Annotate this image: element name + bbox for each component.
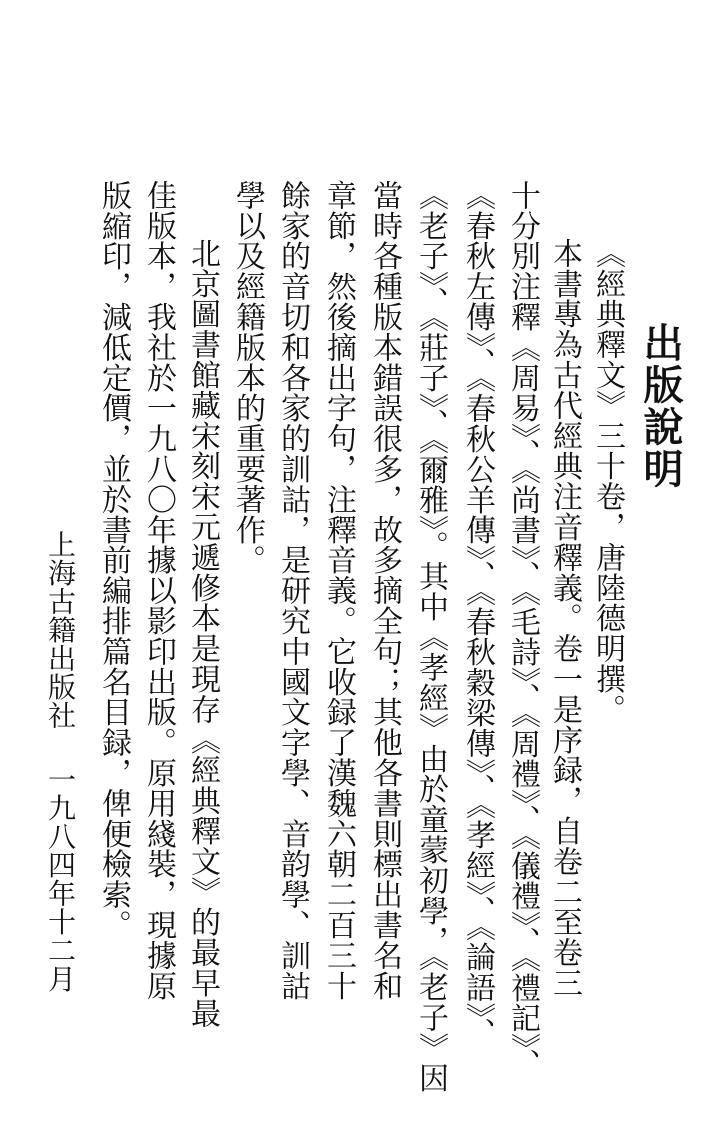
text-line: 《春秋左傳》、《春秋公羊傳》、《春秋穀梁傳》、《孝經》、《論語》、 [460,180,495,1049]
text-line: 北京圖書館藏宋刻宋元遞修本是現存《經典釋文》的最早最 [185,238,220,1029]
text-line: 當時各種版本錯誤很多，故多摘全句；其他各書則標出書名和 [367,180,402,1001]
publication-date: 一九八四年十二月 [44,765,77,993]
text-line: 版縮印，減低定價，並於書前編排篇名目録，俾便檢索。 [96,180,131,940]
text-line: 《經典釋文》三十卷，唐陸德明撰。 [590,238,625,725]
text-line: 餘家的音切和各家的訓詁，是研究中國文字學、音韵學、訓詁 [275,180,310,1001]
text-line: 佳版本，我社於一九八〇年據以影印出版。原用綫裝，現據原 [141,180,176,1001]
text-line: 本書專為古代經典注音釋義。卷一是序録，自卷二至卷三 [547,238,582,998]
text-line: 章節，然後摘出字句，注釋音義。它收録了漢魏六朝二百三十 [321,180,356,1001]
page-title: 出版說明 [637,322,684,490]
publisher-name: 上海古籍出版社 [44,530,77,730]
text-line: 十分別注釋《周易》、《尚書》、《毛詩》、《周禮》、《儀禮》、《禮記》、 [505,180,540,1079]
text-line: 學以及經籍版本的重要著作。 [230,180,265,576]
text-line: 《老子》、《莊子》、《爾雅》。其中《孝經》由於童蒙初學，《老子》因 [413,180,448,1094]
